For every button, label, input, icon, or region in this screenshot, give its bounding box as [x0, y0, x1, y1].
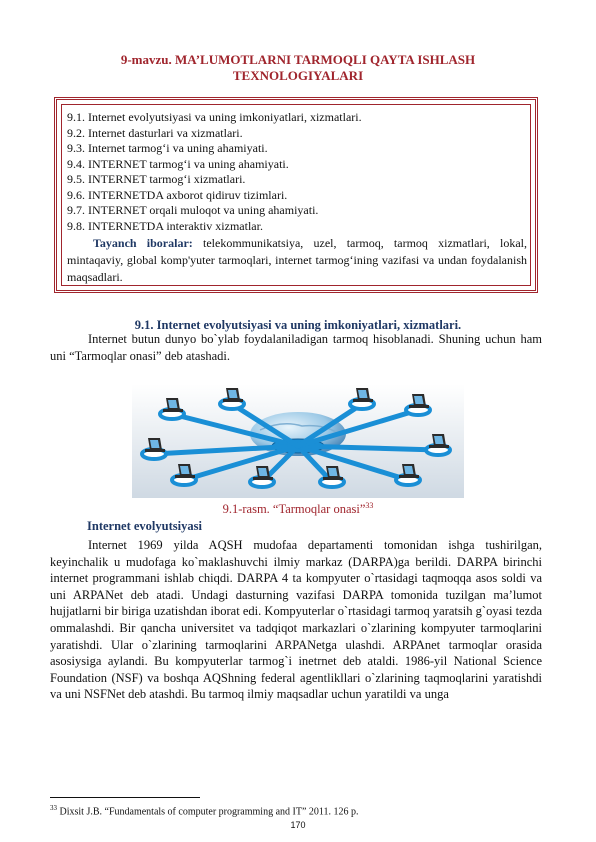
chapter-title	[40, 52, 556, 84]
caption-footnote-ref: 33	[365, 501, 374, 510]
contents-box	[54, 97, 538, 293]
network-figure	[132, 384, 464, 498]
subheading: Internet evolyutsiyasi	[87, 519, 202, 533]
keywords-text: telekommunikatsiya, uzel, tarmoq, tarmoq xizmatlari, lokal, mintaqaviy, global komp'yuter tarmoqlari, internet tarmog‘ining vazifasi va undan foydalanish maqsadlari.	[67, 236, 527, 284]
intro-paragraph-text: Internet butun dunyo bo`ylab foydalaniladigan tarmoq hisoblanadi. Shuning uchun ham uni “Tarmoqlar onasi” deb atashadi.	[50, 332, 542, 363]
chapter-title-line-1: 9-mavzu. MA’LUMOTLARNI TARMOQLI QAYTA ISHLASH	[120, 52, 476, 67]
keywords-paragraph	[67, 235, 527, 286]
keywords-label: Tayanch iboralar:	[93, 236, 193, 250]
body-paragraph-text: Internet 1969 yilda AQSH mudofaa departamenti tomonidan ishga tushirilgan, keyinchalik u mudofaga ko`maklashuvchi ilmiy markaz (DARPA)ga berildi. DARPA birinchi internet programmani ishlab chiqdi. DARPA 4 ta kompyuter o`rtasidagi taqmoqqa asos soldi va uni ARPANet deb atadi. Undagi dasturning vazifasi DARPA tomonida tuzilgan ma’lumot hujjatlarni bir biriga uzatishdan iborat edi. Kompyuterlar o`rtasidagi tarmoq yaratsih g`oyasi tezda ommalashdi. Bir qancha universitet va tadqiqot markazlari o`zlarining kompyuter tarmoqlarini yaratishdi. Ular o`zlarining tarmoqlarini ARPANetga ulashdi. ARPAnet tarmoqlar orasida asosiysiga aylandi. Bu kompyuterlar tarmog`i inetrnet deb ataldi. 1986-yil National Science Foundation (NSF) va boshqa AQShning federal agentlikllari o`zlarining taqmoqlarini yaratishdi va uni NSFNet deb atashdi. Bu tarmoq ilmiy maqsadlar uchun yaratildi va unga	[50, 538, 542, 702]
figure-caption-text: 9.1-rasm. “Tarmoqlar onasi”	[222, 502, 366, 517]
toc-item: 9.6. INTERNETDA axborot qidiruv tizimlari.	[67, 187, 288, 202]
footnote-text: Dixsit J.B. “Fundamentals of computer programming and IT” 2011. 126 p.	[57, 806, 359, 818]
toc-item: 9.8. INTERNETDA interaktiv xizmatlar.	[67, 218, 263, 233]
page-number: 170	[290, 820, 306, 830]
chapter-title-line-2: TEXNOLOGIYALARI	[232, 68, 364, 83]
intro-paragraph	[50, 331, 542, 364]
figure-caption	[40, 501, 556, 517]
footnote-divider	[50, 797, 200, 798]
toc-item: 9.5. INTERNET tarmog‘i xizmatlari.	[67, 172, 246, 186]
network-globe-laptops-icon	[132, 384, 464, 498]
toc-item: 9.3. Internet tarmog‘i va uning ahamiyati.	[67, 141, 268, 155]
footnote-ref: 33	[50, 804, 57, 812]
toc-item: 9.7. INTERNET orqali muloqot va uning ahamiyati.	[67, 203, 319, 217]
toc-item: 9.4. INTERNET tarmog‘i va uning ahamiyati.	[67, 156, 289, 171]
toc-item: 9.2. Internet dasturlari va xizmatlari.	[67, 125, 243, 140]
footnote	[50, 804, 359, 817]
toc-item: 9.1. Internet evolyutsiyasi va uning imkoniyatlari, xizmatlari.	[67, 110, 362, 124]
section-heading: 9.1. Internet evolyutsiyasi va uning imkoniyatlari, xizmatlari.	[134, 318, 462, 332]
body-paragraph	[50, 537, 542, 703]
